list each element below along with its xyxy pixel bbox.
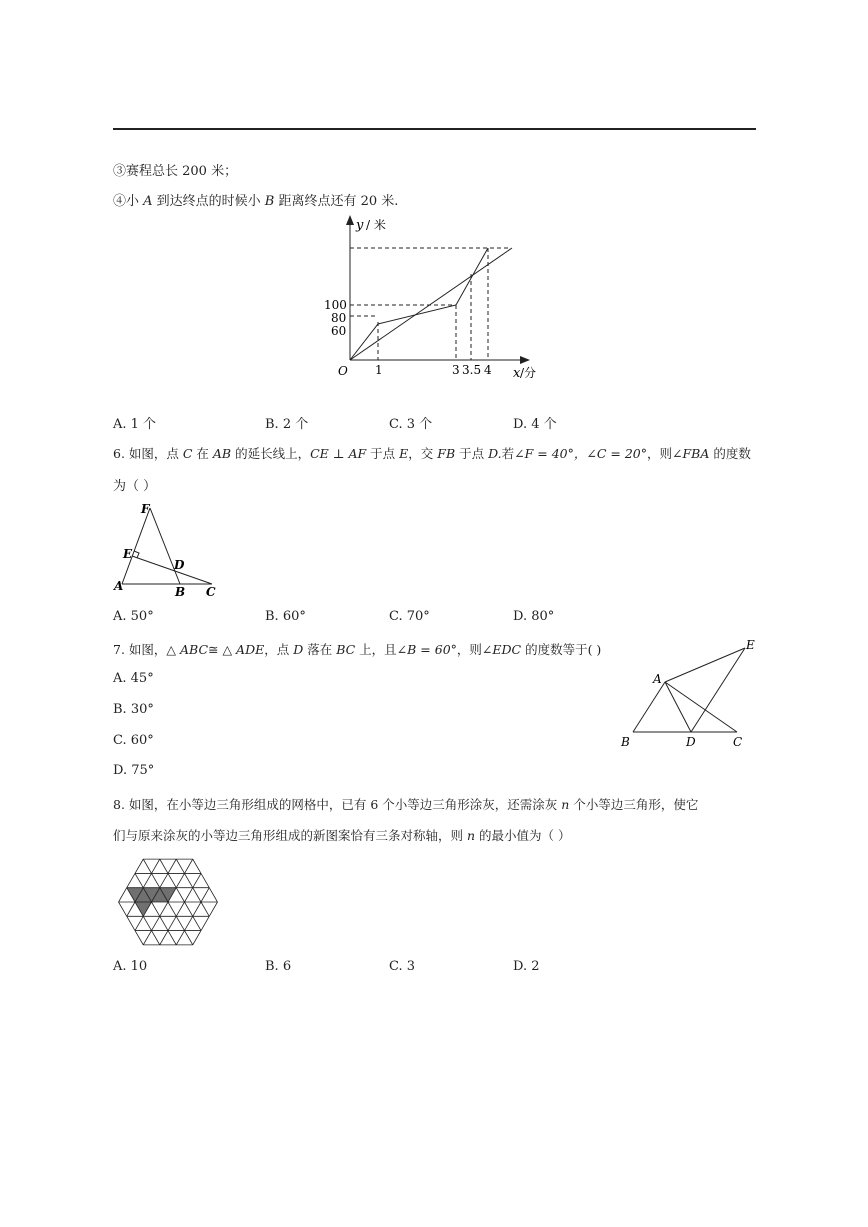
label-d: D bbox=[686, 735, 696, 749]
grid-edge bbox=[201, 873, 209, 887]
x-tick-3: 3 bbox=[452, 363, 460, 377]
q7-stem bbox=[113, 640, 601, 658]
grid-edge bbox=[176, 916, 184, 930]
q6-math: F = 40°，∠C = 20° bbox=[524, 446, 647, 461]
q5-option-a-text: A. 1 个 bbox=[113, 417, 157, 432]
label-d: D bbox=[174, 558, 185, 572]
q6-text: 的度数 bbox=[709, 446, 751, 461]
grid-edge bbox=[185, 859, 193, 873]
q7-option-d[interactable] bbox=[113, 763, 154, 778]
grid-edge bbox=[160, 873, 168, 887]
q6-option-d[interactable] bbox=[513, 609, 554, 624]
q7-math: B = 60° bbox=[407, 642, 457, 657]
q8-text: 8. 如图，在小等边三角形组成的网格中，已有 6 个小等边三角形涂灰，还需涂灰 bbox=[113, 797, 562, 812]
x-tick-35: 3.5 bbox=[462, 363, 482, 377]
q7-option-c[interactable] bbox=[113, 733, 154, 748]
q6-math: FBA bbox=[682, 446, 710, 461]
q8-option-a-text: A. 10 bbox=[113, 959, 148, 974]
y-tick-100: 100 bbox=[324, 298, 347, 312]
grid-edge bbox=[143, 916, 151, 930]
q6-text: 在 bbox=[192, 446, 213, 461]
q7-text: 7. 如图， bbox=[113, 642, 167, 657]
q7-math: D bbox=[293, 642, 304, 657]
grid-edge bbox=[160, 902, 168, 916]
x-axis-arrow-icon bbox=[520, 356, 530, 364]
label-e: E bbox=[123, 547, 133, 561]
q6-text: 若∠ bbox=[501, 446, 525, 461]
y-axis-unit: / 米 bbox=[366, 218, 386, 232]
q8-text: 个小等边三角形，使它 bbox=[569, 797, 699, 812]
q7-text: 的度数等于( ) bbox=[521, 642, 602, 657]
q8-stem-line1 bbox=[113, 795, 698, 813]
q6-text: ，则∠ bbox=[647, 446, 683, 461]
q7-text: ，点 bbox=[264, 642, 294, 657]
grid-edge bbox=[127, 873, 135, 887]
segment-ac bbox=[665, 682, 737, 732]
grid-edge bbox=[135, 931, 143, 945]
q7-math: EDC bbox=[492, 642, 522, 657]
q6-text: 6. 如图，点 bbox=[113, 446, 183, 461]
shaded-triangle bbox=[135, 902, 152, 916]
q7-option-a[interactable] bbox=[113, 671, 154, 686]
grid-edge bbox=[185, 931, 193, 945]
q5-distance-time-graph bbox=[320, 212, 550, 384]
q5-statement-3-text: ③赛程总长 200 米； bbox=[113, 164, 238, 179]
q7-math: △ ABC bbox=[166, 642, 209, 657]
q7-option-c-text: C. 60° bbox=[113, 733, 154, 748]
q7-option-a-text: A. 45° bbox=[113, 671, 154, 686]
label-f: F bbox=[141, 502, 150, 516]
grid-edge bbox=[185, 902, 193, 916]
q6-option-a-text: A. 50° bbox=[113, 609, 154, 624]
q7-text: ，则∠ bbox=[456, 642, 493, 657]
segment-ab bbox=[633, 682, 665, 732]
grid-edge bbox=[168, 902, 176, 916]
q6-option-c[interactable] bbox=[389, 609, 430, 624]
x-tick-4: 4 bbox=[484, 363, 492, 377]
label-e: E bbox=[746, 638, 755, 652]
grid-edge bbox=[193, 888, 201, 902]
q5-statement-4 bbox=[113, 190, 398, 209]
header-rule bbox=[113, 128, 756, 130]
grid-edge bbox=[201, 916, 209, 930]
y-tick-80: 80 bbox=[331, 311, 347, 325]
q6-text: 于点 bbox=[366, 446, 400, 461]
q6-option-d-text: D. 80° bbox=[513, 609, 555, 624]
q8-option-d[interactable] bbox=[513, 959, 540, 974]
grid-edge bbox=[176, 902, 184, 916]
y-tick-60: 60 bbox=[331, 324, 347, 338]
grid-edge bbox=[209, 902, 217, 916]
q6-math: D. bbox=[488, 446, 502, 461]
grid-edge bbox=[152, 931, 160, 945]
grid-edge bbox=[143, 873, 151, 887]
grid-edge bbox=[160, 916, 168, 930]
grid-edge bbox=[135, 873, 143, 887]
q8-math: n bbox=[561, 797, 570, 812]
label-c: C bbox=[206, 585, 216, 599]
grid-edge bbox=[152, 902, 160, 916]
q8-option-b[interactable] bbox=[265, 959, 291, 974]
q7-option-b-text: B. 30° bbox=[113, 702, 154, 717]
grid-edge bbox=[193, 931, 201, 945]
grid-edge bbox=[176, 873, 184, 887]
label-a: A bbox=[653, 672, 662, 686]
grid-edge bbox=[201, 888, 209, 902]
q5-option-b[interactable] bbox=[265, 413, 308, 432]
grid-edge bbox=[135, 859, 143, 873]
origin-label: O bbox=[338, 364, 348, 378]
q6-text: ，交 bbox=[408, 446, 438, 461]
q6-option-b[interactable] bbox=[265, 609, 306, 624]
q8-stem-line2 bbox=[113, 826, 571, 844]
grid-edge bbox=[168, 931, 176, 945]
q5-s4-part: 到达终点的时候小 bbox=[152, 194, 265, 209]
q7-math: △ ADE bbox=[222, 642, 265, 657]
grid-edge bbox=[193, 873, 201, 887]
segment-ae bbox=[665, 648, 745, 682]
segment-fb bbox=[150, 508, 180, 584]
q6-stem-line2 bbox=[113, 475, 156, 494]
q8-text: 们与原来涂灰的小等边三角形组成的新图案恰有三条对称轴，则 bbox=[113, 828, 467, 843]
q6-math: CE ⊥ AF bbox=[310, 446, 367, 461]
segment-ad bbox=[665, 682, 691, 732]
q8-triangle-grid-figure bbox=[110, 850, 226, 954]
label-a: A bbox=[114, 579, 124, 593]
q5-s4-part: 距离终点还有 20 米. bbox=[274, 194, 399, 209]
q6-math: FB bbox=[437, 446, 456, 461]
segment-ec bbox=[132, 556, 212, 584]
x-axis-unit: /分 bbox=[520, 366, 537, 380]
q8-option-c-text: C. 3 bbox=[389, 959, 416, 974]
q5-option-d[interactable] bbox=[513, 413, 557, 432]
grid-edge bbox=[193, 916, 201, 930]
grid-edge bbox=[168, 916, 176, 930]
grid-edge bbox=[119, 888, 127, 902]
q5-option-a[interactable] bbox=[113, 413, 156, 432]
q6-text: 的延长线上， bbox=[231, 446, 311, 461]
grid-edge bbox=[127, 916, 135, 930]
q8-option-c[interactable] bbox=[389, 959, 415, 974]
q5-statement-3 bbox=[113, 160, 237, 179]
runner-b-path bbox=[350, 248, 488, 360]
x-tick-1: 1 bbox=[375, 363, 383, 377]
grid-edge bbox=[185, 873, 193, 887]
grid-edge bbox=[160, 931, 168, 945]
q6-stem-line1 bbox=[113, 444, 751, 462]
grid-edge bbox=[185, 888, 193, 902]
q6-option-c-text: C. 70° bbox=[389, 609, 430, 624]
q8-math: n bbox=[466, 828, 476, 843]
q7-congruent-triangles-figure bbox=[615, 634, 765, 752]
q8-option-b-text: B. 6 bbox=[265, 959, 292, 974]
q7-option-d-text: D. 75° bbox=[113, 763, 155, 778]
grid-edge bbox=[176, 888, 184, 902]
grid-edge bbox=[143, 859, 151, 873]
q8-text: 的最小值为（ ） bbox=[475, 828, 571, 843]
y-axis-var: y bbox=[356, 218, 364, 233]
q5-option-d-text: D. 4 个 bbox=[513, 417, 557, 432]
q5-s4-part: ④小 bbox=[113, 194, 144, 209]
grid-edge bbox=[201, 902, 209, 916]
grid-edge bbox=[193, 859, 201, 873]
grid-edge bbox=[160, 859, 168, 873]
grid-edge bbox=[119, 902, 127, 916]
grid-edge bbox=[143, 931, 151, 945]
grid-edge bbox=[152, 859, 160, 873]
grid-edge bbox=[168, 873, 176, 887]
q6-math: E bbox=[399, 446, 409, 461]
q7-text: 上，且∠ bbox=[355, 642, 408, 657]
grid-edge bbox=[135, 916, 143, 930]
grid-edge bbox=[193, 902, 201, 916]
q7-text: 落在 bbox=[303, 642, 337, 657]
q6-text: 为（ ） bbox=[113, 479, 157, 494]
q5-s4-var-b: B bbox=[264, 194, 275, 209]
q6-math: C bbox=[182, 446, 193, 461]
q6-option-a[interactable] bbox=[113, 609, 154, 624]
q6-option-b-text: B. 60° bbox=[265, 609, 306, 624]
grid-edge bbox=[152, 873, 160, 887]
grid-edge bbox=[168, 859, 176, 873]
grid-edge bbox=[127, 902, 135, 916]
grid-edge bbox=[176, 931, 184, 945]
grid-edge bbox=[176, 859, 184, 873]
q7-option-b[interactable] bbox=[113, 702, 154, 717]
q6-text: 于点 bbox=[455, 446, 489, 461]
q5-option-c-text: C. 3 个 bbox=[389, 417, 433, 432]
q6-math: AB bbox=[212, 446, 232, 461]
grid-edge bbox=[209, 888, 217, 902]
q7-math: BC bbox=[336, 642, 356, 657]
segment-af bbox=[122, 508, 150, 584]
y-axis-arrow-icon bbox=[346, 215, 354, 225]
x-axis-var: x bbox=[513, 366, 521, 381]
label-b: B bbox=[175, 585, 186, 599]
q8-option-a[interactable] bbox=[113, 959, 147, 974]
q5-s4-var-a: A bbox=[143, 194, 153, 209]
label-c: C bbox=[733, 735, 743, 749]
q7-text: ≅ bbox=[208, 642, 223, 657]
label-b: B bbox=[621, 735, 630, 749]
q6-triangle-figure bbox=[110, 498, 230, 600]
grid-edge bbox=[185, 916, 193, 930]
q8-option-d-text: D. 2 bbox=[513, 959, 540, 974]
q5-option-b-text: B. 2 个 bbox=[265, 417, 309, 432]
q5-option-c[interactable] bbox=[389, 413, 432, 432]
grid-edge bbox=[152, 916, 160, 930]
